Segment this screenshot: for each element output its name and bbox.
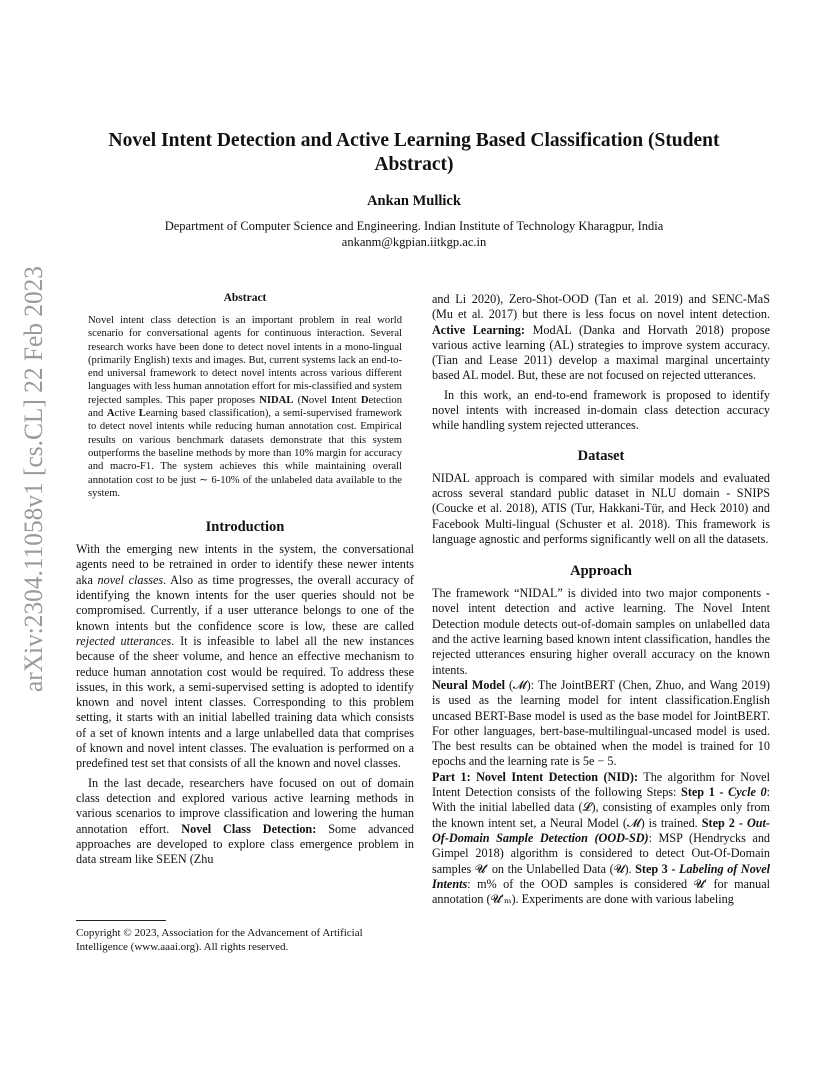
left-column <box>76 292 414 867</box>
introduction-paragraph-1: With the emerging new intents in the system, the conversational agents need to be retrained in order to identify these newer intents aka novel classes. Also as time progresses, the overall accuracy of identifying the known intents for the user queries should not be compromised. Currently, if a user utterance belongs to one of the known intents but the confidence score is low, these are called rejected utterances. It is infeasible to label all the new instances because of the sheer volume, and hence an effective mechanism to reduce human annotation cost would be required. To address these issues, in this work, a semi-supervised setting is adopted to identify known and novel intent classes. Corresponding to this problem setting, it starts with an initial labelled training data which consists of a set of known intents and a large unlabelled data that comprises of known and novel intent classes. The evaluation is performed on a predefined test set that consists of all the known and novel classes. <box>76 542 415 771</box>
author-name: Ankan Mullick <box>367 193 461 209</box>
related-work-continued: and Li 2020), Zero-Shot-OOD (Tan et al. 2019) and SENC-MaS (Mu et al. 2017) but there is less focus on novel intent detection. Active Learning: ModAL (Danka and Horvath 2018) propose various active learning (AL) strategies to improve system accuracy. (Tian and Lease 2011) develop a maximal marginal uncertainty based AL model. But, these are not focused on rejected utterances. <box>432 292 770 383</box>
footnote-rule <box>76 920 166 921</box>
right-column <box>432 292 770 907</box>
dataset-heading: Dataset <box>577 447 625 464</box>
copyright-footnote <box>76 920 414 954</box>
author-email: ankanm@kgpian.iitkgp.ac.in <box>341 234 487 249</box>
abstract-text: Novel intent class detection is an important problem in real world scenario for conversational agents for continuous interaction. Several research works have been done to detect novel intents in a mono-lingual (primarily English) texts and images. But, current systems lack an end-to-end universal framework to detect novel intents across various different languages with less human annotation effort for mis-classified and system rejected samples. This paper proposes NIDAL (Novel Intent Detection and Active Learning based classification), a semi-supervised framework to detect novel intents while reducing human annotation cost. Empirical results on various benchmark datasets demonstrate that this system outperforms the baseline methods by more than 10% margin for accuracy and macro-F1. The system achieves this while maintaining overall annotation cost to be just ∼ 6-10% of the unlabeled data available to the system. <box>88 315 402 499</box>
introduction-heading: Introduction <box>205 519 285 536</box>
copyright-text: Copyright © 2023, Association for the Advancement of Artificial Intelligence (www.aaai.org). All rights reserved. <box>76 927 363 953</box>
approach-section <box>432 563 770 907</box>
arxiv-stamp-text: arXiv:2304.11058v1 [cs.CL] 22 Feb 2023 <box>18 262 48 692</box>
introduction-paragraph-2: In the last decade, researchers have focused on out of domain class detection and explored various active learning methods in various scenarios to improve classification and lowering the human annotation effort. Novel Class Detection: Some advanced approaches are developed to explore class emergence problem in data stream like SEEN (Zhu <box>76 775 414 867</box>
introduction-section <box>76 519 414 867</box>
dataset-section <box>432 448 770 547</box>
this-work-paragraph: In this work, an end-to-end framework is proposed to identify novel intents with increased in-domain class detection accuracy while handling system rejected utterances. <box>432 387 770 433</box>
approach-paragraph-1: The framework “NIDAL” is divided into two major components - novel intent detection and active learning. The Novel Intent Detection module detects out-of-domain samples on unlabelled data and the active learning based known intent classification, handles the rejected utterances ensuring higher overall accuracy on the known intents. <box>432 586 770 677</box>
approach-heading: Approach <box>570 563 632 580</box>
arxiv-stamp <box>14 262 52 698</box>
part1-paragraph: Part 1: Novel Intent Detection (NID): The algorithm for Novel Intent Detection consists of the following Steps: Step 1 - Cycle 0: With the initial labelled data (𝓛), consisting of examples only from the known intent set, a Neural Model (𝓜) is trained. Step 2 - Out-Of-Domain Sample Detection (OOD-SD): MSP (Hendrycks and Gimpel 2018) algorithm is considered to detect Out-Of-Domain samples 𝓤′ on the Unlabelled Data (𝓤). Step 3 - Labeling of Novel Intents: m% of the OOD samples is considered 𝓤′ for manual annotation (𝓤′ₘ). Experiments are done with various labeling <box>432 769 771 907</box>
affiliation-block <box>96 219 732 250</box>
abstract-heading: Abstract <box>223 292 267 304</box>
abstract <box>88 292 402 500</box>
dataset-paragraph: NIDAL approach is compared with similar models and evaluated across several standard public dataset in NLU domain - SNIPS (Coucke et al. 2018), ATIS (Tur, Hakkani-Tür, and Heck 2010) and Facebook Multi-lingual (Schuster et al. 2018). This framework is language agnostic and performs significantly well on all the datasets. <box>432 470 770 546</box>
affiliation: Department of Computer Science and Engineering. Indian Institute of Technology Kharagpur, India <box>164 219 664 233</box>
neural-model-paragraph: Neural Model (𝓜): The JointBERT (Chen, Zhuo, and Wang 2019) is used as the learning model for intent classification.English uncased BERT-Base model is used as the base model for JointBERT. For other languages, bert-base-multilingual-uncased model is used. The best results can be obtained when the model is trained for 10 epochs and the learning rate is 5e − 5. <box>432 677 770 769</box>
paper-title: Novel Intent Detection and Active Learning Based Classification (Student Abstract) <box>108 130 720 175</box>
